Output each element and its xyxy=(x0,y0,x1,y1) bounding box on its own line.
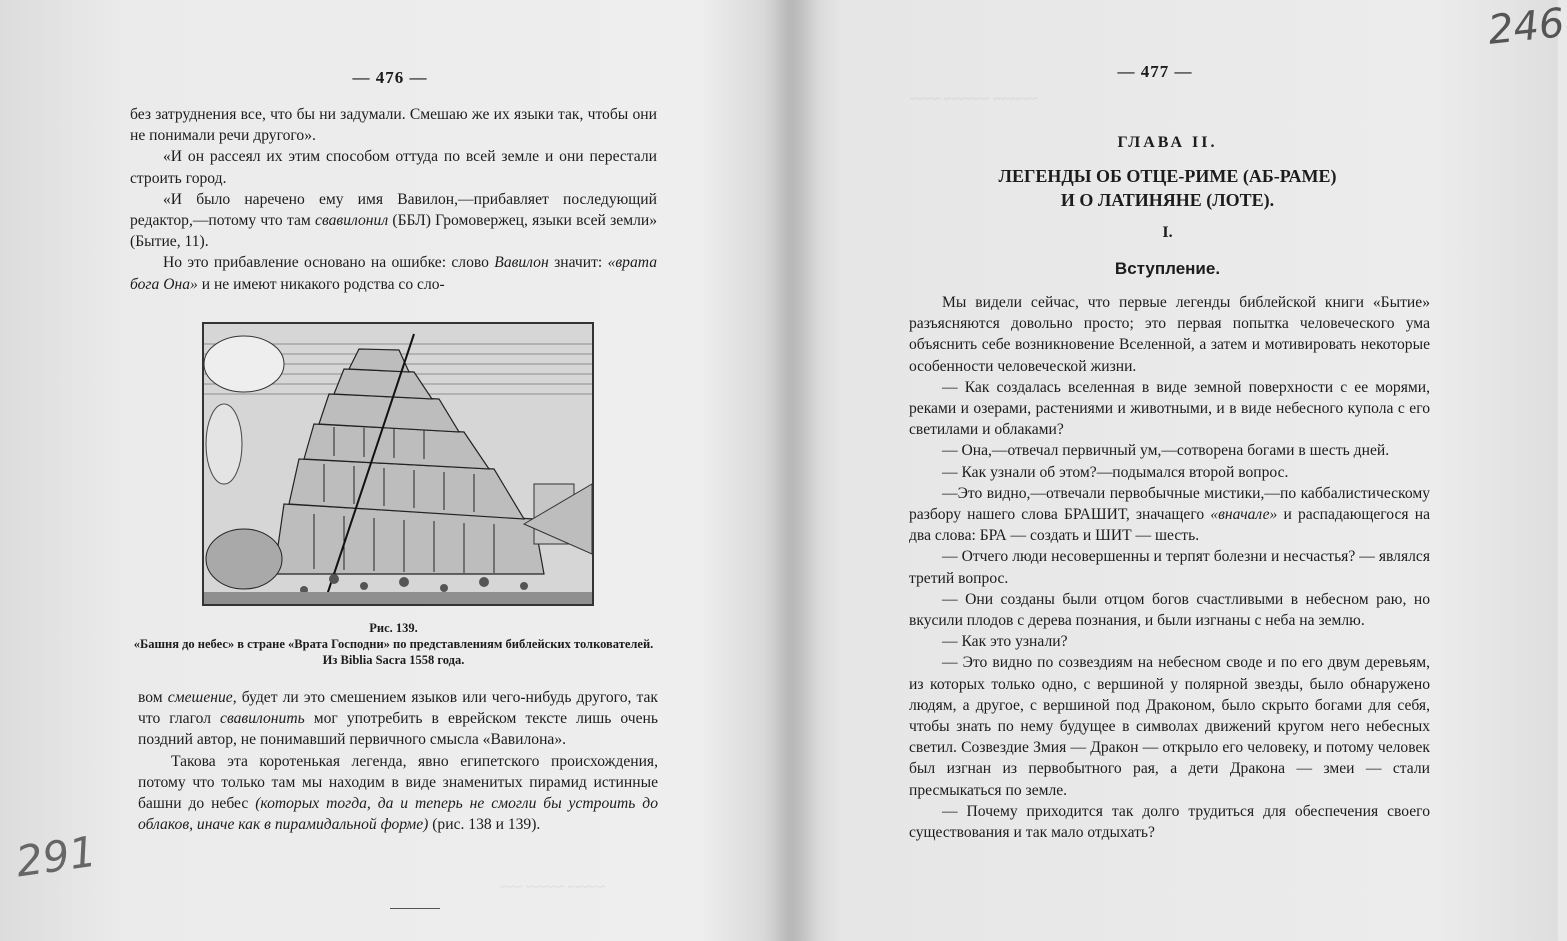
engraving-illustration xyxy=(204,324,592,604)
book-gutter xyxy=(760,0,820,941)
paragraph: — Это видно по созвездиям на небесном своде и по его двум деревьям, из которых только одно, с вершиной у полярной звезды, было обнаружено людям, а другое, с вершиной под Драконом, было скрыто богами для себя, чтобы знать по нему будущее в символах движений кругом него небесных светил. Созвездие Змия — Дракон — открыло его человеку, и потому человек был изгнан из первобытного рая, а дети Дракона — змеи — стали пресмыкаться по земле. xyxy=(909,654,1430,799)
chapter-title xyxy=(905,164,1430,212)
paragraph: — Как создалась вселенная в виде земной поверхности с ее морями, реками и озерами, растениями и животными, и в виде небесного купола с его светилами и облаками? xyxy=(909,378,1430,439)
figure-caption xyxy=(130,620,657,668)
chapter-title-line: ЛЕГЕНДЫ ОБ ОТЦЕ-РИМЕ (АБ-РАМЕ) xyxy=(998,166,1337,186)
bottom-rule xyxy=(390,908,440,909)
paragraph: — Она,—отвечал первичный ум,—сотворена богами в шесть дней. xyxy=(942,442,1390,460)
right-text xyxy=(909,292,1430,843)
paragraph: —Это видно,—отвечали первобычные мистики,—по каббалистическому разбору нашего слова БРАШИТ, значащего «вначале» и распадающегося на два слова: БРА — создать и ШИТ — шесть. xyxy=(909,484,1430,545)
paragraph: Но это прибавление основано на ошибке: слово Вавилон значит: «врата бога Она» и не имеют никакого родства со сло- xyxy=(130,254,657,293)
section-number: I. xyxy=(1162,224,1173,241)
section-title: Вступление. xyxy=(1114,259,1221,278)
pencil-margin-note: 291 xyxy=(12,826,100,887)
paragraph: «И было наречено ему имя Вавилон,—прибавляет последующий редактор,—потому что там свавилонил (ББЛ) Громовержец, языки всей земли» (Бытие, 11). xyxy=(130,190,657,251)
paragraph: — Они созданы были отцом богов счастливыми в небесном раю, но вкусили плодов с дерева познания, и были изгнаны с неба на землю. xyxy=(909,590,1430,630)
tower-of-babel-engraving xyxy=(202,322,594,606)
left-text-bottom xyxy=(138,687,658,835)
paragraph: вом смешение, будет ли это смешением языков или чего-нибудь другого, так что глагол свавилонить мог употребить в еврейском тексте лишь очень поздний автор, не понимавший первичного смысла «Вавилона». xyxy=(138,689,659,749)
right-page xyxy=(905,0,1430,941)
figure-caption-title: Рис. 139. xyxy=(369,621,418,635)
page-number-left: — 476 — xyxy=(352,68,428,87)
figure-caption-text: «Башня до небес» в стране «Врата Господни» по представлениям библейских толкователей. Из Biblia Sacra 1558 года. xyxy=(133,637,654,667)
paragraph: — Как это узнали? xyxy=(942,633,1068,651)
left-page xyxy=(120,0,660,941)
left-text-top xyxy=(130,104,657,295)
paragraph: без затруднения все, что бы ни задумали. Смешаю же их языки так, чтобы они не понимали речи другого». xyxy=(130,106,657,145)
page-number-right: — 477 — xyxy=(1117,62,1193,81)
pencil-page-note: 246 xyxy=(1485,0,1567,54)
paragraph: — Как узнали об этом?—подымался второй вопрос. xyxy=(942,463,1289,481)
paragraph: — Отчего люди несовершенны и терпят болезни и несчастья? — являлся третий вопрос. xyxy=(909,548,1430,587)
chapter-title-line: И О ЛАТИНЯНЕ (ЛОТЕ). xyxy=(1060,190,1275,210)
paragraph: — Почему приходится так долго трудиться для обеспечения своего существования и так мало отдыхать? xyxy=(909,802,1430,842)
paragraph: «И он рассеял их этим способом оттуда по всей земле и они перестали строить город. xyxy=(130,148,657,187)
paragraph: Мы видели сейчас, что первые легенды библейской книги «Бытие» разъясняются довольно просто; это первая попытка человеческого ума объяснить себе возникновение Вселенной, а затем и мотивировать некоторые особенности человеческой жизни. xyxy=(909,294,1430,375)
paragraph: Такова эта коротенькая легенда, явно египетского происхождения, потому что только там мы находим в виде знаменитых пирамид истинные башни до небес (которых тогда, да и теперь не смогли бы устроить до облаков, иначе как в пирамидальной форме) (рис. 138 и 139). xyxy=(138,752,658,834)
chapter-heading: ГЛАВА II. xyxy=(1117,134,1218,151)
